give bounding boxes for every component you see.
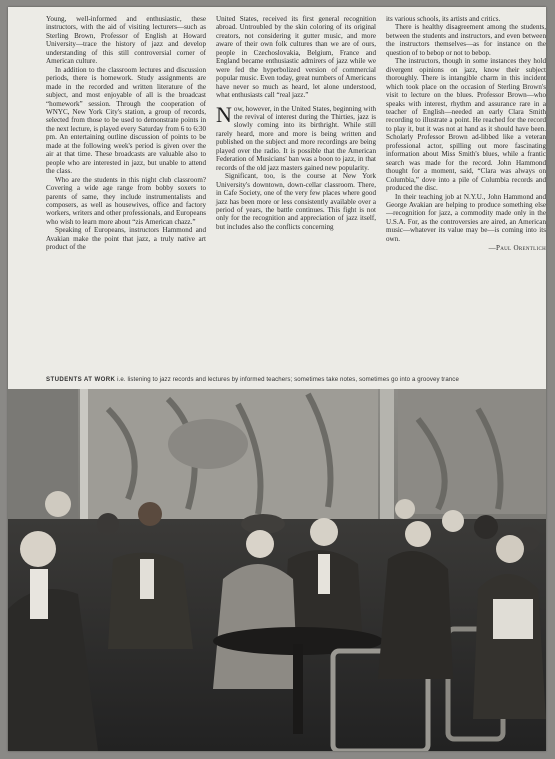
paragraph: United States, received its first general recognition abroad. Untroubled by the skin coloring of its original creators, not considering it gutter music, and more aware of their own folk cultures than we are of ours, people in Czechoslovakia, Belgium, France and England became enthusiastic admirers of jazz while we were fed the hyperbolized version of commercial popular music. Even today, great numbers of Americans have never so much as heard, let alone understood, what enthusiasts call “real jazz.” xyxy=(216,15,376,100)
paragraph: its various schools, its artists and critics. xyxy=(386,15,501,23)
drop-cap: N xyxy=(216,101,232,127)
magazine-page xyxy=(8,7,546,751)
paragraph: In their teaching job at N.Y.U., John Hammond and George Avakian are helping to produce something else—recognition for jazz, a commodity made only in the U.S.A. For, as the controversies are aired, an American music—whatever its value may be—is coming into its own. xyxy=(386,192,546,243)
paragraph: Speaking of Europeans, instructors Hammond and Avakian make the point that jazz, a truly native art product of the xyxy=(46,226,206,252)
caption-lead: STUDENTS AT WORK xyxy=(46,376,116,383)
paragraph: There is healthy disagreement among the students, between the students and instructors, and even between the instructors themselves—as for instance on the question of to bebop or not to bebop. xyxy=(386,23,546,57)
paragraph-dropcap xyxy=(216,101,376,173)
author-byline: —Paul Orentlich xyxy=(488,244,546,253)
photo-illustration xyxy=(8,389,546,751)
classroom-photo xyxy=(8,389,546,751)
caption-text: i.e. listening to jazz records and lectures by informed teachers; sometimes take notes, sometimes go into a groovey trance xyxy=(117,376,459,383)
paragraph: Who are the students in this night club classroom? Covering a wide age range from bobby soxers to parents of same, they include instrumentalists and composers, as well as housewives, office and factory workers, writers and other professionals, and Europeans who wish to learn more about “zis American chazz.” xyxy=(46,175,206,226)
paragraph-text: ow, however, in the United States, beginning with the revival of interest during the Thirties, jazz is slowly coming into its birthright. While still rarely heard, more and more is being written and published on the subject and more recordings are being played over the radio. It is possible that the American Federation of Musicians' ban was a boon to jazz, in that records of the old jazz masters gained new popularity. xyxy=(216,104,376,172)
article-body xyxy=(46,15,546,370)
paragraph: Young, well-informed and enthusiastic, these instructors, with the aid of visiting lecturers—such as Sterling Brown, Professor of English at Howard University—trace the history of jazz and develop understanding of this still controversial corner of American culture. xyxy=(46,15,206,66)
paragraph: Significant, too, is the course at New York University's downtown, down-cellar classroom. There, in Cafe Society, one of the very few places where good jazz has been more or less consistently available over a period of years, the battle continues. This fight is not only for the recognition and appreciation of jazz itself, but includes also the conflicts concerning xyxy=(216,172,376,231)
photo-caption xyxy=(46,376,546,383)
paragraph: The instructors, though in some instances they hold divergent opinions on jazz, know their subject thoroughly. There is intangible charm in this incident which took place on the occasion of Sterling Brown's visit to lecture on the blues. Professor Brown—who speaks with interest, rhythm and assurance rare in a teacher of English—needed an early Clara Smith recording to illustrate a point. He reached for the record to play it, but it was not at hand as it should have been. Scholarly Professor Brown ad-libbed like a veteran professional actor, spilling out more fascinating information about Miss Smith's blues, while a frantic search was made for the record. John Hammond thought for a moment, said, “Clara was always on Columbia,” dove into a pile of Columbia records and produced the disc. xyxy=(386,57,546,193)
article-column-3 xyxy=(386,15,546,370)
article-column-2 xyxy=(216,15,376,370)
paragraph: In addition to the classroom lectures and discussion periods, there is homework. Study assignments are made in the recorded and written literature of the subject, and most enjoyable of all is the broadcast “homework” session. Through the cooperation of WNYC, New York City's station, a group of records, selected from those to be used to demonstrate points in the next lecture, is played every Saturday from 6 to 6:30 pm. An entertaining outline discussion of points to be made at the following week's period is given over the air at that time. These broadcasts are valuable also to people who are interested in jazz, but unable to attend the class. xyxy=(46,65,206,176)
article-column-1 xyxy=(46,15,206,370)
